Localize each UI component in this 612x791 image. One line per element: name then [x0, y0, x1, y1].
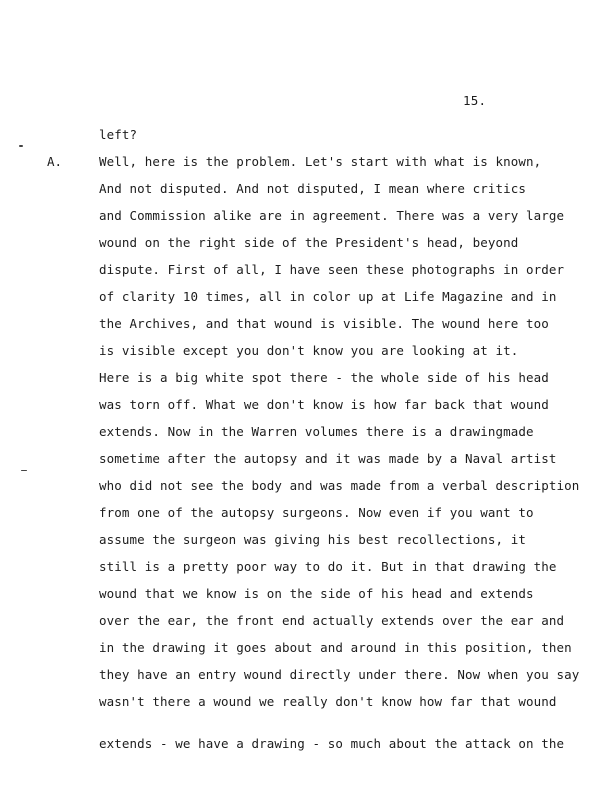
transcript-line: is visible except you don't know you are looking at it.: [99, 343, 519, 358]
scan-speck: [19, 145, 23, 147]
transcript-line: extends - we have a drawing - so much about the attack on the: [99, 736, 565, 751]
transcript-line: Well, here is the problem. Let's start with what is known,: [99, 154, 542, 169]
speaker-label: A.: [47, 154, 63, 169]
transcript-line: extends. Now in the Warren volumes there is a drawingmade: [99, 424, 534, 439]
transcript-line: wound that we know is on the side of his head and extends: [99, 586, 534, 601]
transcript-line: they have an entry wound directly under there. Now when you say: [99, 667, 580, 682]
transcript-line: still is a pretty poor way to do it. But in that drawing the: [99, 559, 557, 574]
transcript-line: the Archives, and that wound is visible. The wound here too: [99, 316, 549, 331]
transcript-line: Here is a big white spot there - the whole side of his head: [99, 370, 549, 385]
transcript-line: over the ear, the front end actually extends over the ear and: [99, 613, 565, 628]
transcript-line: dispute. First of all, I have seen these photographs in order: [99, 262, 565, 277]
transcript-line: of clarity 10 times, all in color up at Life Magazine and in: [99, 289, 557, 304]
transcript-line: who did not see the body and was made from a verbal description: [99, 478, 580, 493]
page-number: 15.: [463, 93, 487, 108]
transcript-line: sometime after the autopsy and it was made by a Naval artist: [99, 451, 557, 466]
transcript-line: was torn off. What we don't know is how far back that wound: [99, 397, 549, 412]
transcript-line: wound on the right side of the President's head, beyond: [99, 235, 519, 250]
transcript-line: And not disputed. And not disputed, I mean where critics: [99, 181, 527, 196]
scan-speck: [21, 470, 27, 471]
transcript-line: and Commission alike are in agreement. There was a very large: [99, 208, 565, 223]
transcript-line: assume the surgeon was giving his best recollections, it: [99, 532, 527, 547]
transcript-line: left?: [99, 127, 138, 142]
transcript-line: in the drawing it goes about and around in this position, then: [99, 640, 572, 655]
transcript-line: wasn't there a wound we really don't know how far that wound: [99, 694, 557, 709]
transcript-line: from one of the autopsy surgeons. Now even if you want to: [99, 505, 534, 520]
